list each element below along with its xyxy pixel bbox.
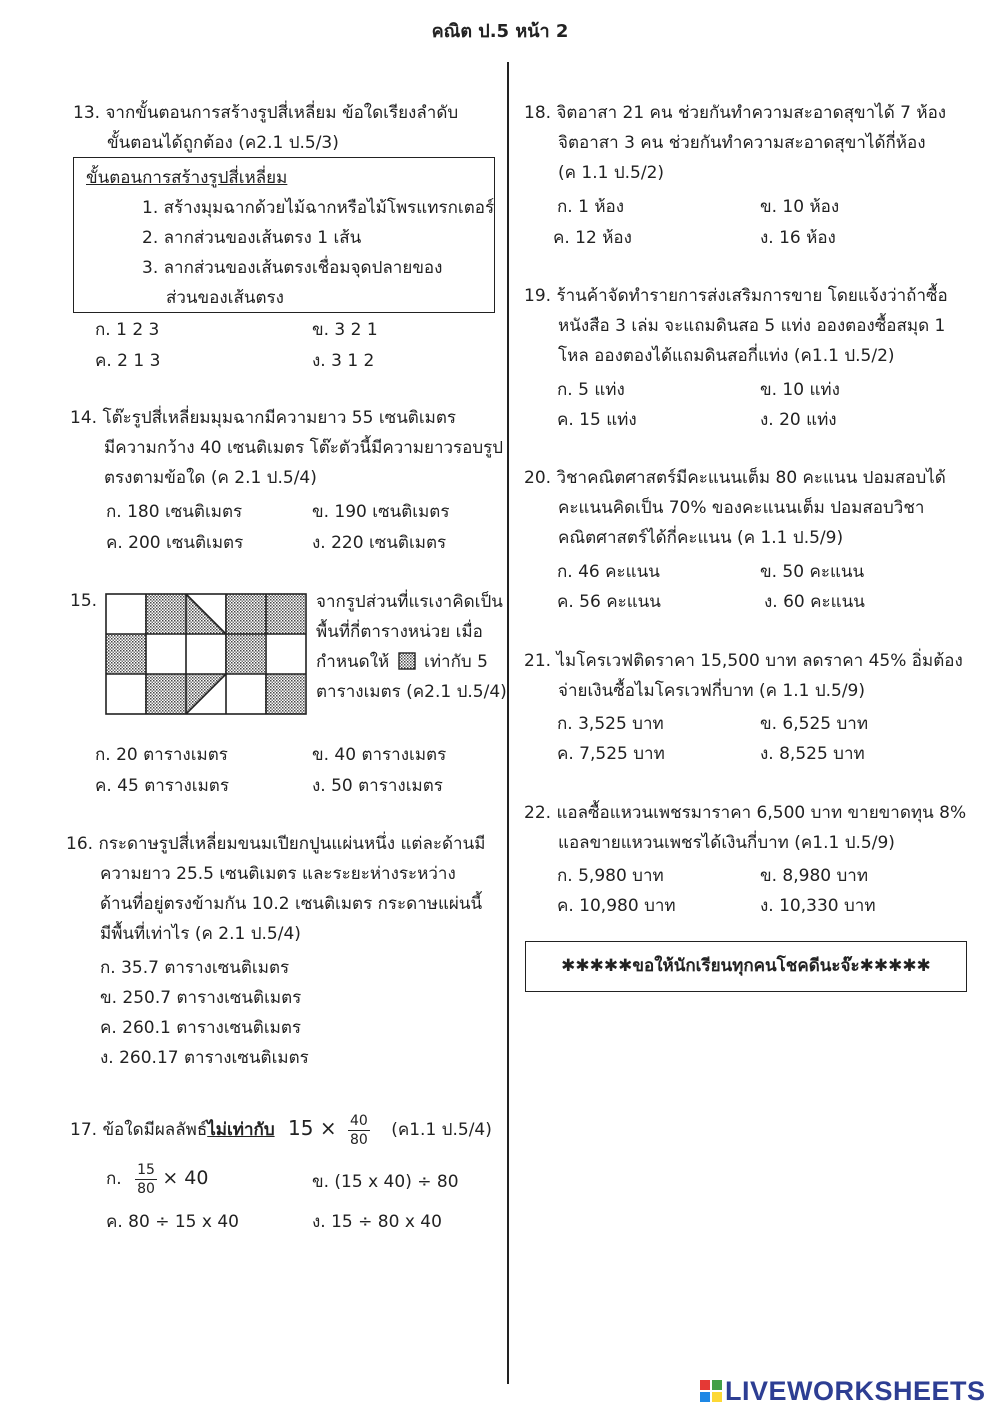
expression: × 40 bbox=[162, 1167, 209, 1189]
option-c[interactable]: ค. 260.1 ตารางเซนติเมตร bbox=[100, 1018, 302, 1038]
question-emphasis: ไม่เท่ากับ bbox=[207, 1120, 275, 1140]
closing-message: ✱✱✱✱✱ขอให้นักเรียนทุกคนโชคดีนะจ๊ะ✱✱✱✱✱ bbox=[561, 956, 931, 976]
option-c[interactable]: ค. 12 ห้อง bbox=[553, 228, 632, 248]
option-d[interactable]: ง. 10,330 บาท bbox=[760, 896, 876, 916]
option-d[interactable]: ง. 3 1 2 bbox=[312, 351, 375, 371]
option-d[interactable]: ง. 60 คะแนน bbox=[764, 592, 865, 612]
question-text: ขั้นตอนได้ถูกต้อง (ค2.1 ป.5/3) bbox=[107, 133, 339, 153]
question-number: 15. bbox=[70, 591, 98, 611]
option-b[interactable]: ข. 50 คะแนน bbox=[760, 562, 865, 582]
question-text: จากรูปส่วนที่แรเงาคิดเป็น bbox=[316, 592, 503, 612]
question-text: ตรงตามข้อใด (ค 2.1 ป.5/4) bbox=[104, 468, 317, 488]
option-a[interactable]: ก. 3,525 บาท bbox=[557, 714, 664, 734]
option-d[interactable]: ง. 15 ÷ 80 x 40 bbox=[312, 1212, 442, 1232]
fraction bbox=[135, 1161, 157, 1198]
question-text: ด้านที่อยู่ตรงข้ามกัน 10.2 เซนติเมตร กระดาษแผ่นนี้ bbox=[100, 894, 483, 914]
question-text: 21. ไมโครเวฟติดราคา 15,500 บาท ลดราคา 45% อิ่มต้อง bbox=[524, 651, 963, 671]
option-label: ก. bbox=[106, 1169, 122, 1189]
question-13 bbox=[73, 98, 458, 158]
question-text: โหล อองตองได้แถมดินสอกี่แท่ง (ค1.1 ป.5/2) bbox=[558, 346, 895, 366]
question-text: 20. วิชาคณิตศาสตร์มีคะแนนเต็ม 80 คะแนน ปอมสอบได้ bbox=[524, 468, 946, 488]
step-item: 3. ลากส่วนของเส้นตรงเชื่อมจุดปลายของ bbox=[142, 258, 443, 278]
liveworksheets-logo-icon bbox=[700, 1380, 722, 1402]
option-a[interactable] bbox=[106, 1153, 208, 1204]
question-22 bbox=[524, 798, 966, 858]
question-text: 16. กระดาษรูปสี่เหลี่ยมขนมเปียกปูนแผ่นหนึ่ง แต่ละด้านมี bbox=[66, 834, 486, 854]
shaded-grid-figure bbox=[105, 593, 307, 716]
fraction-denominator: 80 bbox=[350, 1131, 368, 1148]
unit-square-key-icon bbox=[398, 652, 416, 670]
option-b[interactable]: ข. 190 เซนติเมตร bbox=[312, 502, 450, 522]
question-15 bbox=[316, 587, 507, 707]
option-c[interactable]: ค. 15 แท่ง bbox=[557, 410, 637, 430]
question-text: 18. จิตอาสา 21 คน ช่วยกันทำความสะอาดสุขาได้ 7 ห้อง bbox=[524, 103, 947, 123]
question-14 bbox=[70, 403, 503, 493]
question-21 bbox=[524, 646, 963, 706]
liveworksheets-brand[interactable] bbox=[700, 1376, 986, 1407]
fraction-numerator: 40 bbox=[350, 1112, 368, 1129]
question-text: 22. แอลซื้อแหวนเพชรมาราคา 6,500 บาท ขายขาดทุน 8% bbox=[524, 803, 967, 823]
option-a[interactable]: ก. 1 2 3 bbox=[95, 320, 160, 340]
brand-name: LIVEWORKSHEETS bbox=[725, 1376, 986, 1406]
option-d[interactable]: ง. 16 ห้อง bbox=[760, 228, 836, 248]
option-d[interactable]: ง. 220 เซนติเมตร bbox=[312, 533, 447, 553]
option-b[interactable]: ข. 10 แท่ง bbox=[760, 380, 840, 400]
page-title: คณิต ป.5 หน้า 2 bbox=[431, 21, 569, 42]
question-18 bbox=[524, 98, 946, 188]
question-text: 14. โต๊ะรูปสี่เหลี่ยมมุมฉากมีความยาว 55 เซนติเมตร bbox=[70, 408, 457, 428]
option-c[interactable]: ค. 7,525 บาท bbox=[557, 744, 665, 764]
question-text: มีความกว้าง 40 เซนติเมตร โต๊ะตัวนี้มีความยาวรอบรูป bbox=[104, 438, 504, 458]
step-item: 2. ลากส่วนของเส้นตรง 1 เส้น bbox=[142, 228, 362, 248]
steps-box bbox=[73, 157, 495, 313]
option-c[interactable]: ค. 56 คะแนน bbox=[557, 592, 661, 612]
option-b[interactable]: ข. 250.7 ตารางเซนติเมตร bbox=[100, 988, 302, 1008]
option-b[interactable]: ข. 3 2 1 bbox=[312, 320, 378, 340]
option-a[interactable]: ก. 180 เซนติเมตร bbox=[106, 502, 243, 522]
step-item: 1. สร้างมุมฉากด้วยไม้ฉากหรือไม้โพรแทรกเตอร์ bbox=[142, 198, 495, 218]
question-text: มีพื้นที่เท่าไร (ค 2.1 ป.5/4) bbox=[100, 924, 301, 944]
steps-title: ขั้นตอนการสร้างรูปสี่เหลี่ยม bbox=[86, 168, 288, 188]
option-a[interactable]: ก. 5,980 บาท bbox=[557, 866, 664, 886]
option-a[interactable]: ก. 35.7 ตารางเซนติเมตร bbox=[100, 958, 290, 978]
option-c[interactable]: ค. 200 เซนติเมตร bbox=[106, 533, 244, 553]
question-text: จ่ายเงินซื้อไมโครเวฟกี่บาท (ค 1.1 ป.5/9) bbox=[558, 681, 866, 701]
question-text-with-key bbox=[316, 647, 507, 677]
option-b[interactable]: ข. (15 x 40) ÷ 80 bbox=[312, 1172, 459, 1192]
column-divider bbox=[507, 62, 509, 1384]
question-text: แอลขายแหวนเพชรได้เงินกี่บาท (ค1.1 ป.5/9) bbox=[558, 833, 895, 853]
fraction-denominator: 80 bbox=[137, 1180, 155, 1197]
question-text: คะแนนคิดเป็น 70% ของคะแนนเต็ม ปอมสอบวิชา bbox=[558, 498, 925, 518]
question-text: 17. ข้อใดมีผลลัพธ์ bbox=[70, 1120, 208, 1140]
expression: 15 × bbox=[288, 1116, 337, 1140]
option-d[interactable]: ง. 260.17 ตารางเซนติเมตร bbox=[100, 1048, 309, 1068]
question-text: 19. ร้านค้าจัดทำรายการส่งเสริมการขาย โดยแจ้งว่าถ้าซื้อ bbox=[524, 286, 948, 306]
option-b[interactable]: ข. 40 ตารางเมตร bbox=[312, 745, 447, 765]
question-text: 13. จากขั้นตอนการสร้างรูปสี่เหลี่ยม ข้อใดเรียงลำดับ bbox=[73, 103, 459, 123]
option-b[interactable]: ข. 8,980 บาท bbox=[760, 866, 869, 886]
question-text: พื้นที่กี่ตารางหน่วย เมื่อ bbox=[316, 622, 483, 642]
question-16 bbox=[66, 829, 485, 949]
option-b[interactable]: ข. 6,525 บาท bbox=[760, 714, 869, 734]
option-b[interactable]: ข. 10 ห้อง bbox=[760, 197, 840, 217]
option-d[interactable]: ง. 20 แท่ง bbox=[760, 410, 837, 430]
step-item: ส่วนของเส้นตรง bbox=[166, 288, 284, 308]
option-a[interactable]: ก. 46 คะแนน bbox=[557, 562, 660, 582]
question-20 bbox=[524, 463, 946, 553]
option-c[interactable]: ค. 10,980 บาท bbox=[557, 896, 676, 916]
question-17 bbox=[70, 1103, 492, 1155]
fraction-numerator: 15 bbox=[137, 1161, 155, 1178]
question-text: (ค 1.1 ป.5/2) bbox=[558, 163, 665, 183]
option-a[interactable]: ก. 20 ตารางเมตร bbox=[95, 745, 228, 765]
closing-message-box bbox=[525, 941, 967, 992]
question-text: เท่ากับ 5 bbox=[424, 652, 488, 672]
question-text: ตารางเมตร (ค2.1 ป.5/4) bbox=[316, 682, 507, 702]
question-text: กำหนดให้ bbox=[316, 652, 390, 672]
option-a[interactable]: ก. 5 แท่ง bbox=[557, 380, 625, 400]
question-text: คณิตศาสตร์ได้กี่คะแนน (ค 1.1 ป.5/9) bbox=[558, 528, 844, 548]
question-text: ความยาว 25.5 เซนติเมตร และระยะห่างระหว่าง bbox=[100, 864, 456, 884]
question-19 bbox=[524, 281, 948, 371]
option-c[interactable]: ค. 2 1 3 bbox=[95, 351, 161, 371]
fraction bbox=[348, 1112, 370, 1149]
question-text: จิตอาสา 3 คน ช่วยกันทำความสะอาดสุขาได้กี่ห้อง bbox=[558, 133, 926, 153]
question-reference: (ค1.1 ป.5/4) bbox=[391, 1120, 492, 1140]
question-text: หนังสือ 3 เล่ม จะแถมดินสอ 5 แท่ง อองตองซื้อสมุด 1 bbox=[558, 316, 946, 336]
option-c[interactable]: ค. 80 ÷ 15 x 40 bbox=[106, 1212, 239, 1232]
option-d[interactable]: ง. 8,525 บาท bbox=[760, 744, 865, 764]
option-a[interactable]: ก. 1 ห้อง bbox=[557, 197, 625, 217]
option-d[interactable]: ง. 50 ตารางเมตร bbox=[312, 776, 443, 796]
option-c[interactable]: ค. 45 ตารางเมตร bbox=[95, 776, 229, 796]
